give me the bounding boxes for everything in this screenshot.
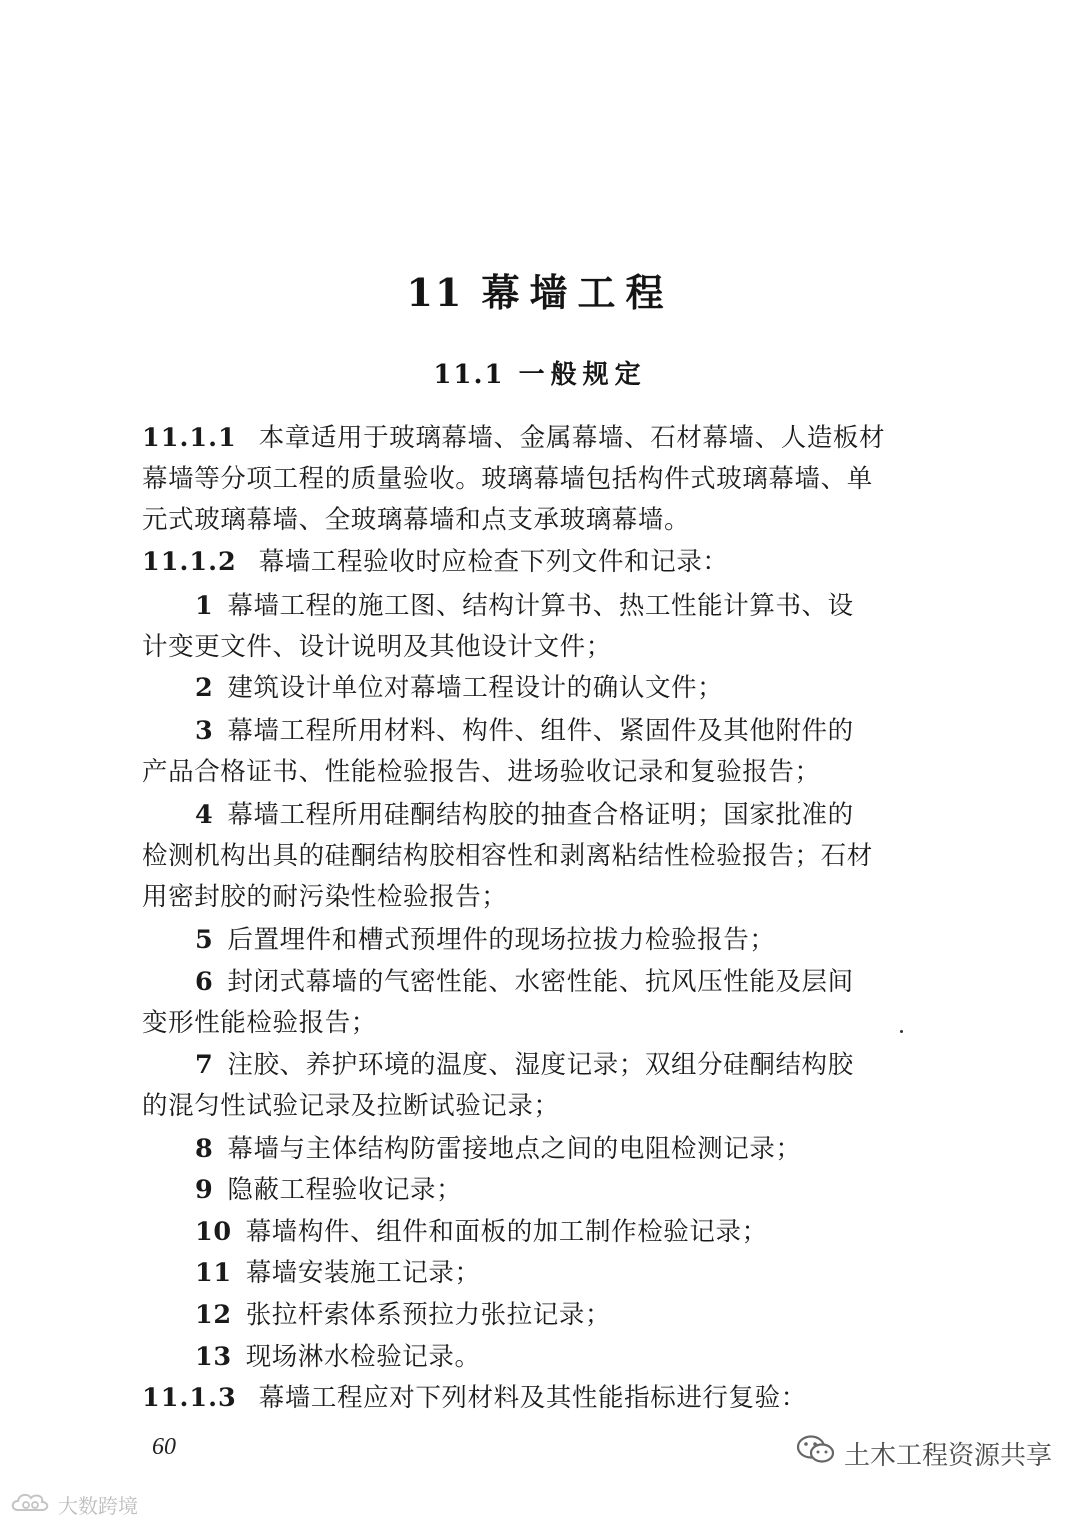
item-number: 7 (195, 1050, 214, 1080)
item-number: 6 (195, 967, 214, 997)
clause-text: 幕墙工程验收时应检查下列文件和记录： (258, 547, 729, 577)
item-number: 5 (195, 925, 214, 955)
list-item (195, 668, 723, 708)
item-text: 幕墙工程的施工图、结构计算书、热工性能计算书、设 (227, 591, 854, 621)
section-number: 11.1 (433, 360, 505, 390)
item-text: 幕墙构件、组件和面板的加工制作检验记录； (245, 1217, 768, 1247)
chapter-title-text: 幕墙工程 (481, 270, 674, 315)
paragraph-line: 检测机构出具的硅酮结构胶相容性和剥离粘结性检验报告；石材 (142, 841, 873, 871)
paragraph-line (142, 418, 885, 458)
wechat-icon (796, 1434, 844, 1473)
item-number: 3 (195, 716, 214, 746)
list-item (195, 920, 775, 960)
item-number: 4 (195, 800, 214, 830)
item-number: 13 (195, 1342, 232, 1372)
paragraph-line: 元式玻璃幕墙、全玻璃幕墙和点支承玻璃幕墙。 (142, 505, 691, 535)
clause-number: 11.1.3 (142, 1383, 237, 1413)
item-text: 现场淋水检验记录。 (245, 1342, 481, 1372)
item-text: 幕墙与主体结构防雷接地点之间的电阻检测记录； (227, 1134, 802, 1164)
item-text: 隐蔽工程验收记录； (227, 1175, 463, 1205)
list-item (195, 711, 854, 751)
section-title (0, 354, 1080, 391)
item-text: 后置埋件和槽式预埋件的现场拉拔力检验报告； (227, 925, 776, 955)
item-number: 8 (195, 1134, 214, 1164)
clause-number: 11.1.2 (142, 547, 237, 577)
list-item (195, 1129, 802, 1169)
list-item (195, 795, 854, 835)
paragraph-line: 产品合格证书、性能检验报告、进场验收记录和复验报告； (142, 757, 821, 787)
item-number: 9 (195, 1175, 214, 1205)
watermark-brand (8, 1488, 138, 1521)
clause-number: 11.1.1 (142, 423, 237, 453)
item-text: 注胶、养护环境的温度、湿度记录；双组分硅酮结构胶 (227, 1050, 854, 1080)
item-text: 封闭式幕墙的气密性能、水密性能、抗风压性能及层间 (227, 967, 854, 997)
chapter-title (0, 262, 1080, 317)
clause-text: 幕墙工程应对下列材料及其性能指标进行复验： (258, 1383, 807, 1413)
chapter-number: 11 (406, 270, 464, 315)
paragraph-line: 的混匀性试验记录及拉断试验记录； (142, 1091, 560, 1121)
list-item (195, 962, 854, 1002)
scan-dot (900, 1030, 903, 1033)
paragraph-line (142, 1378, 807, 1418)
cloud-logo-icon (8, 1488, 58, 1521)
list-item (195, 1253, 481, 1293)
section-title-text: 一般规定 (518, 360, 647, 390)
list-item (195, 1045, 854, 1085)
clause-text: 本章适用于玻璃幕墙、金属幕墙、石材幕墙、人造板材 (258, 423, 886, 453)
item-text: 张拉杆索体系预拉力张拉记录； (245, 1300, 612, 1330)
paragraph-line: 幕墙等分项工程的质量验收。玻璃幕墙包括构件式玻璃幕墙、单 (142, 464, 873, 494)
list-item (195, 1295, 611, 1335)
watermark-right-text: 土木工程资源共享 (843, 1441, 1052, 1471)
page-number: 60 (152, 1434, 176, 1460)
item-number: 1 (195, 591, 214, 621)
paragraph-line: 变形性能检验报告； (142, 1008, 377, 1038)
watermark-wechat (796, 1434, 1052, 1473)
paragraph-line: 计变更文件、设计说明及其他设计文件； (142, 632, 612, 662)
list-item (195, 1170, 462, 1210)
list-item (195, 1337, 481, 1377)
item-number: 2 (195, 673, 214, 703)
list-item (195, 1212, 768, 1252)
watermark-left-text: 大数跨境 (58, 1494, 138, 1518)
list-item (195, 586, 854, 626)
item-number: 12 (195, 1300, 232, 1330)
paragraph-line: 用密封胶的耐污染性检验报告； (142, 882, 508, 912)
item-text: 幕墙工程所用材料、构件、组件、紧固件及其他附件的 (227, 716, 854, 746)
item-text: 幕墙安装施工记录； (245, 1258, 481, 1288)
item-text: 建筑设计单位对幕墙工程设计的确认文件； (227, 673, 724, 703)
item-number: 10 (195, 1217, 232, 1247)
paragraph-line (142, 542, 729, 582)
item-number: 11 (195, 1258, 232, 1288)
item-text: 幕墙工程所用硅酮结构胶的抽查合格证明；国家批准的 (227, 800, 854, 830)
